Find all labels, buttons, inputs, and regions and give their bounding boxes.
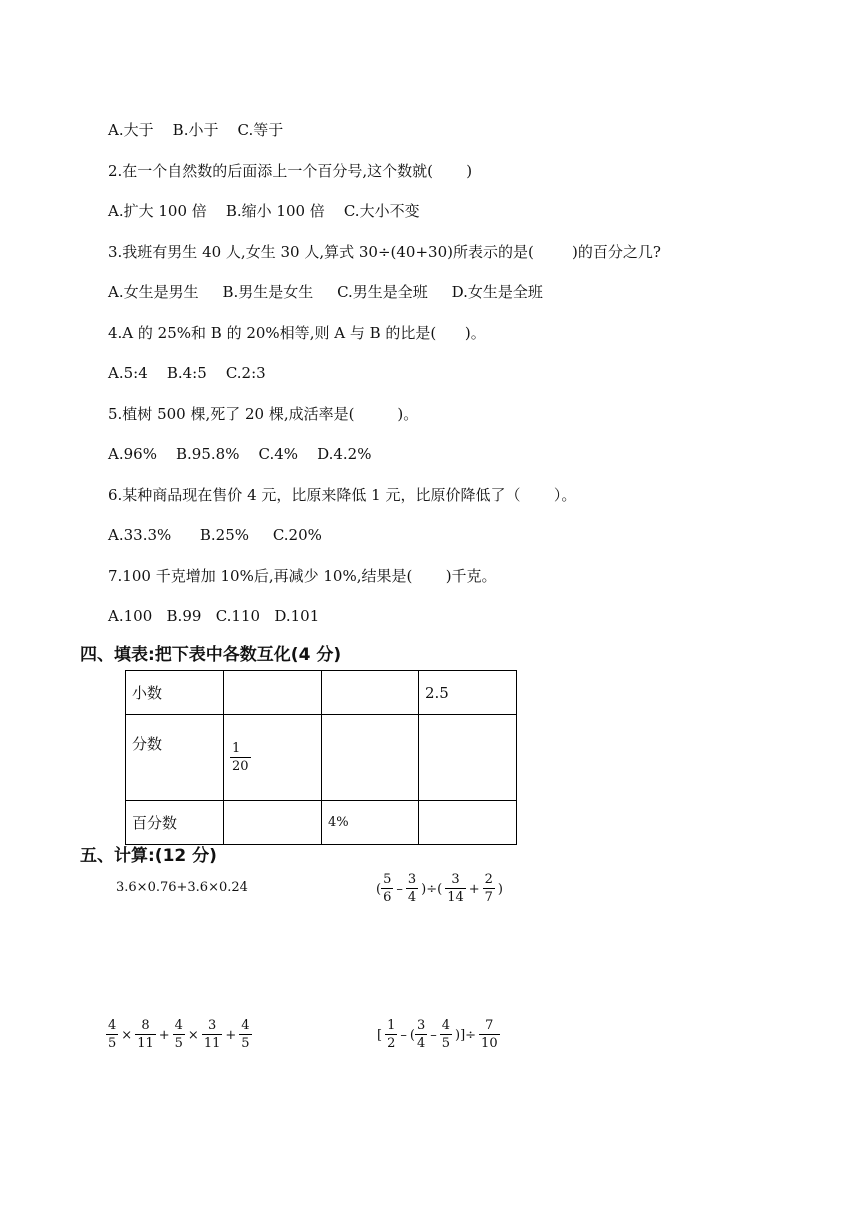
row-label-fraction: 分数 (126, 715, 224, 801)
operator: + (225, 1027, 237, 1043)
operator: + (468, 881, 480, 897)
fraction: $\frac{2}{7}$ (484, 872, 493, 905)
table-cell (224, 671, 322, 715)
question-7: 7.100 千克增加 10%后,再减少 10%,结果是( )千克。 (108, 567, 497, 585)
paren: ( (376, 881, 382, 897)
operator: )]÷ (455, 1027, 477, 1043)
table-row (126, 671, 517, 715)
table-cell: 2.5 (419, 671, 517, 715)
table-cell (419, 801, 517, 845)
q6-options: A.33.3% B.25% C.20% (108, 526, 322, 544)
operator: – (430, 1027, 437, 1043)
fraction: $\frac{3}{4}$ (416, 1018, 426, 1051)
question-6: 6.某种商品现在售价 4 元，比原来降低 1 元，比原价降低了（ ）。 (108, 486, 577, 504)
operator: )÷( (421, 881, 443, 897)
row-label-decimal: 小数 (126, 671, 224, 715)
q7-options: A.100 B.99 C.110 D.101 (108, 607, 320, 625)
expression-3 (106, 1018, 252, 1052)
fraction: $\frac{4}{5}$ (174, 1018, 183, 1051)
table-cell (224, 715, 322, 801)
table-cell (322, 715, 419, 801)
fraction: $\frac{3}{11}$ (203, 1018, 221, 1051)
fraction: $\frac{4}{5}$ (441, 1018, 450, 1051)
fraction: $\frac{3}{14}$ (447, 872, 464, 905)
expression-1: 3.6×0.76+3.6×0.24 (116, 880, 248, 895)
operator: + (158, 1027, 170, 1043)
q1-options: A.大于 B.小于 C.等于 (108, 121, 284, 139)
fraction: $\frac{4}{5}$ (241, 1018, 250, 1051)
operator: × (187, 1027, 199, 1043)
row-label-percent: 百分数 (126, 801, 224, 845)
question-5: 5.植树 500 棵,死了 20 棵,成活率是( )。 (108, 405, 419, 423)
q4-options: A.5:4 B.4:5 C.2:3 (108, 364, 266, 382)
table-cell (419, 715, 517, 801)
fraction (230, 741, 251, 775)
q2-options: A.扩大 100 倍 B.缩小 100 倍 C.大小不变 (108, 202, 420, 220)
table-cell: 4% (322, 801, 419, 845)
expression-2 (376, 872, 506, 906)
question-4: 4.A 的 25%和 B 的 20%相等,则 A 与 B 的比是( )。 (108, 324, 486, 342)
paren: ( (409, 1027, 415, 1043)
section-5-title: 五、计算:(12 分) (80, 846, 217, 866)
operator: × (121, 1027, 133, 1043)
bracket: [ (377, 1027, 383, 1043)
numerator: 1 (232, 740, 241, 756)
question-2: 2.在一个自然数的后面添上一个百分号,这个数就( ) (108, 162, 473, 180)
fraction: $\frac{7}{10}$ (481, 1018, 498, 1051)
conversion-table (125, 670, 517, 845)
table-cell (322, 671, 419, 715)
question-3: 3.我班有男生 40 人,女生 30 人,算式 30÷(40+30)所表示的是( )的百分之几? (108, 243, 661, 261)
table-row (126, 715, 517, 801)
expression-4 (374, 1018, 500, 1052)
fraction: $\frac{1}{2}$ (387, 1018, 396, 1051)
table-row (126, 801, 517, 845)
fraction: $\frac{3}{4}$ (407, 872, 417, 905)
q3-options: A.女生是男生 B.男生是女生 C.男生是全班 D.女生是全班 (108, 283, 543, 301)
fraction: $\frac{4}{5}$ (108, 1018, 117, 1051)
fraction: $\frac{8}{11}$ (137, 1018, 154, 1051)
operator: – (400, 1027, 407, 1043)
fraction: $\frac{5}{6}$ (383, 872, 392, 905)
paren: ) (497, 881, 503, 897)
denominator: 20 (232, 758, 249, 774)
table-cell (224, 801, 322, 845)
section-4-title: 四、填表:把下表中各数互化(4 分) (80, 645, 342, 665)
q5-options: A.96% B.95.8% C.4% D.4.2% (108, 445, 372, 463)
operator: – (396, 881, 403, 897)
